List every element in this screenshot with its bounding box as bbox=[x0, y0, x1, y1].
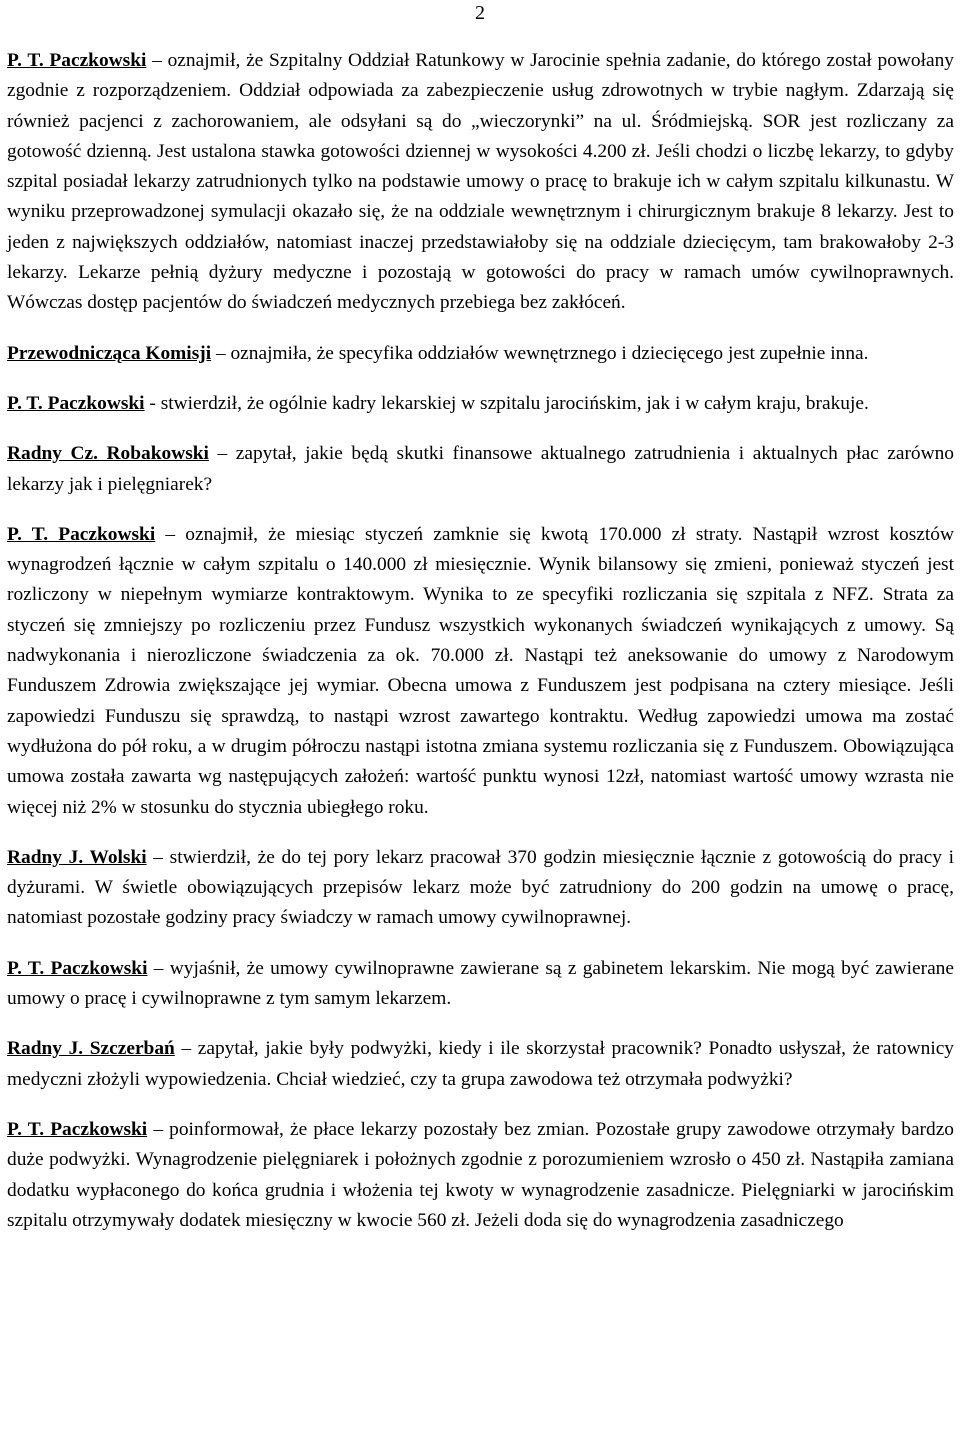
speaker-name: P. T. Paczkowski bbox=[7, 957, 148, 979]
speaker-name: P. T. Paczkowski bbox=[7, 1118, 148, 1140]
paragraph-text: – zapytał, jakie były podwyżki, kiedy i ile skorzystał pracownik? Ponadto usłyszał, że ratownicy medyczni złożyli wypowiedzenia. Chciał wiedzieć, czy ta grupa zawodowa też otrzymała podwyżki? bbox=[7, 1038, 955, 1090]
speaker-name: P. T. Paczkowski bbox=[7, 50, 147, 71]
paragraph-paczkowski-umowy bbox=[7, 954, 954, 1015]
paragraph-text: – oznajmił, że miesiąc styczeń zamknie się kwotą 170.000 zł straty. Nastąpił wzrost kosztów wynagrodzeń łącznie w całym szpitalu o 140.000 zł miesięcznie. Wynik bilansowy się zmieni, ponieważ styczeń jest rozliczony w niepełnym wymiarze kontraktowym. Wynika to ze specyfiki rozliczania się szpitala z NFZ. Strata za styczeń się zmniejszy po rozliczeniu przez Fundusz wszystkich wykonanych świadczeń wynikających z umowy. Są nadwykonania i nierozliczone świadczenia za ok. 70.000 zł. Nastąpi też aneksowanie do umowy z Narodowym Funduszem Zdrowia zwiększające jej wymiar. Obecna umowa z Funduszem jest podpisana na cztery miesiące. Jeśli zapowiedzi Funduszu się sprawdzą, to nastąpi wzrost zawartego kontraktu. Według zapowiedzi umowa ma zostać wydłużona do pół roku, a w drugim półroczu nastąpi istotna zmiana systemu rozliczania się z Funduszem. Obowiązująca umowa została zawarta wg następujących założeń: wartość punktu wynosi 12zł, natomiast wartość umowy wzrasta nie więcej niż 2% w stosunku do stycznia ubiegłego roku. bbox=[7, 523, 954, 818]
speaker-name: P. T. Paczkowski bbox=[7, 392, 145, 414]
paragraph-text: – oznajmiła, że specyfika oddziałów wewnętrznego i dziecięcego jest zupełnie inna. bbox=[211, 342, 869, 364]
paragraph-text: – wyjaśnił, że umowy cywilnoprawne zawierane są z gabinetem lekarskim. Nie mogą być zawierane umowy o pracę i cywilnoprawne z tym samym lekarzem. bbox=[7, 957, 954, 1010]
paragraph-robakowski bbox=[7, 439, 954, 500]
paragraph-przewodniczaca bbox=[7, 339, 954, 369]
page-number: 2 bbox=[475, 2, 485, 24]
paragraph-paczkowski-kadry bbox=[7, 389, 954, 419]
paragraph-text: – stwierdził, że do tej pory lekarz pracował 370 godzin miesięcznie łącznie z gotowością do pracy i dyżurami. W świetle obowiązujących przepisów lekarz może być zatrudniony do 200 godzin na umowę o pracę, natomiast pozostałe godziny pracy świadczy w ramach umowy cywilnoprawnej. bbox=[7, 846, 954, 929]
paragraph-paczkowski-finanse bbox=[7, 520, 954, 823]
paragraph-wolski bbox=[7, 843, 954, 934]
paragraph-text: – oznajmił, że Szpitalny Oddział Ratunkowy w Jarocinie spełnia zadanie, do którego został powołany zgodnie z rozporządzeniem. Oddział odpowiada za zabezpieczenie usług zdrowotnych w trybie nagłym. Zdarzają się również pacjenci z zachorowaniem, ale odsyłani są do „wieczorynki” na ul. Śródmiejską. SOR jest rozliczany za gotowość dzienną. Jest ustalona stawka gotowości dziennej w wysokości 4.200 zł. Jeśli chodzi o liczbę lekarzy, to gdyby szpital posiadał lekarzy zatrudnionych tylko na podstawie umowy o pracę to brakuje ich w całym szpitalu kilkunastu. W wyniku przeprowadzonej symulacji okazało się, że na oddziale wewnętrznym i chirurgicznym brakuje 8 lekarzy. Jest to jeden z największych oddziałów, natomiast inaczej przedstawiałoby się na oddziale dziecięcym, tam brakowałoby 2-3 lekarzy. Lekarze pełnią dyżury medyczne i pozostają w gotowości do pracy w ramach umów cywilnoprawnych. Wówczas dostęp pacjentów do świadczeń medycznych przebiega bez zakłóceń. bbox=[7, 50, 954, 314]
paragraph-text: – zapytał, jakie będą skutki finansowe aktualnego zatrudnienia i aktualnych płac zarówno lekarzy jak i pielęgniarek? bbox=[7, 443, 955, 495]
paragraph-szczerban bbox=[7, 1034, 954, 1095]
speaker-name: Radny J. Wolski bbox=[7, 846, 147, 868]
speaker-name: Radny J. Szczerbań bbox=[7, 1038, 175, 1060]
speaker-name: Radny Cz. Robakowski bbox=[7, 443, 209, 465]
paragraph-text: - stwierdził, że ogólnie kadry lekarskiej w szpitalu jarocińskim, jak i w całym kraju, brakuje. bbox=[144, 392, 869, 414]
speaker-name: Przewodnicząca Komisji bbox=[7, 342, 212, 364]
paragraph-paczkowski-sor bbox=[7, 46, 954, 319]
paragraph-paczkowski-podwyzki bbox=[7, 1115, 954, 1236]
speaker-name: P. T. Paczkowski bbox=[7, 523, 156, 545]
paragraph-text: – poinformował, że płace lekarzy pozostały bez zmian. Pozostałe grupy zawodowe otrzymały bardzo duże podwyżki. Wynagrodzenie pielęgniarek i położnych zgodnie z porozumieniem wzrosło o 450 zł. Nastąpiła zamiana dodatku wypłaconego do końca grudnia i włożenia tej kwoty w wynagrodzenie zasadnicze. Pielęgniarki w jarocińskim szpitalu otrzymywały dodatek miesięczny w kwocie 560 zł. Jeżeli doda się do wynagrodzenia zasadniczego bbox=[7, 1118, 955, 1231]
document-body bbox=[7, 46, 954, 1256]
